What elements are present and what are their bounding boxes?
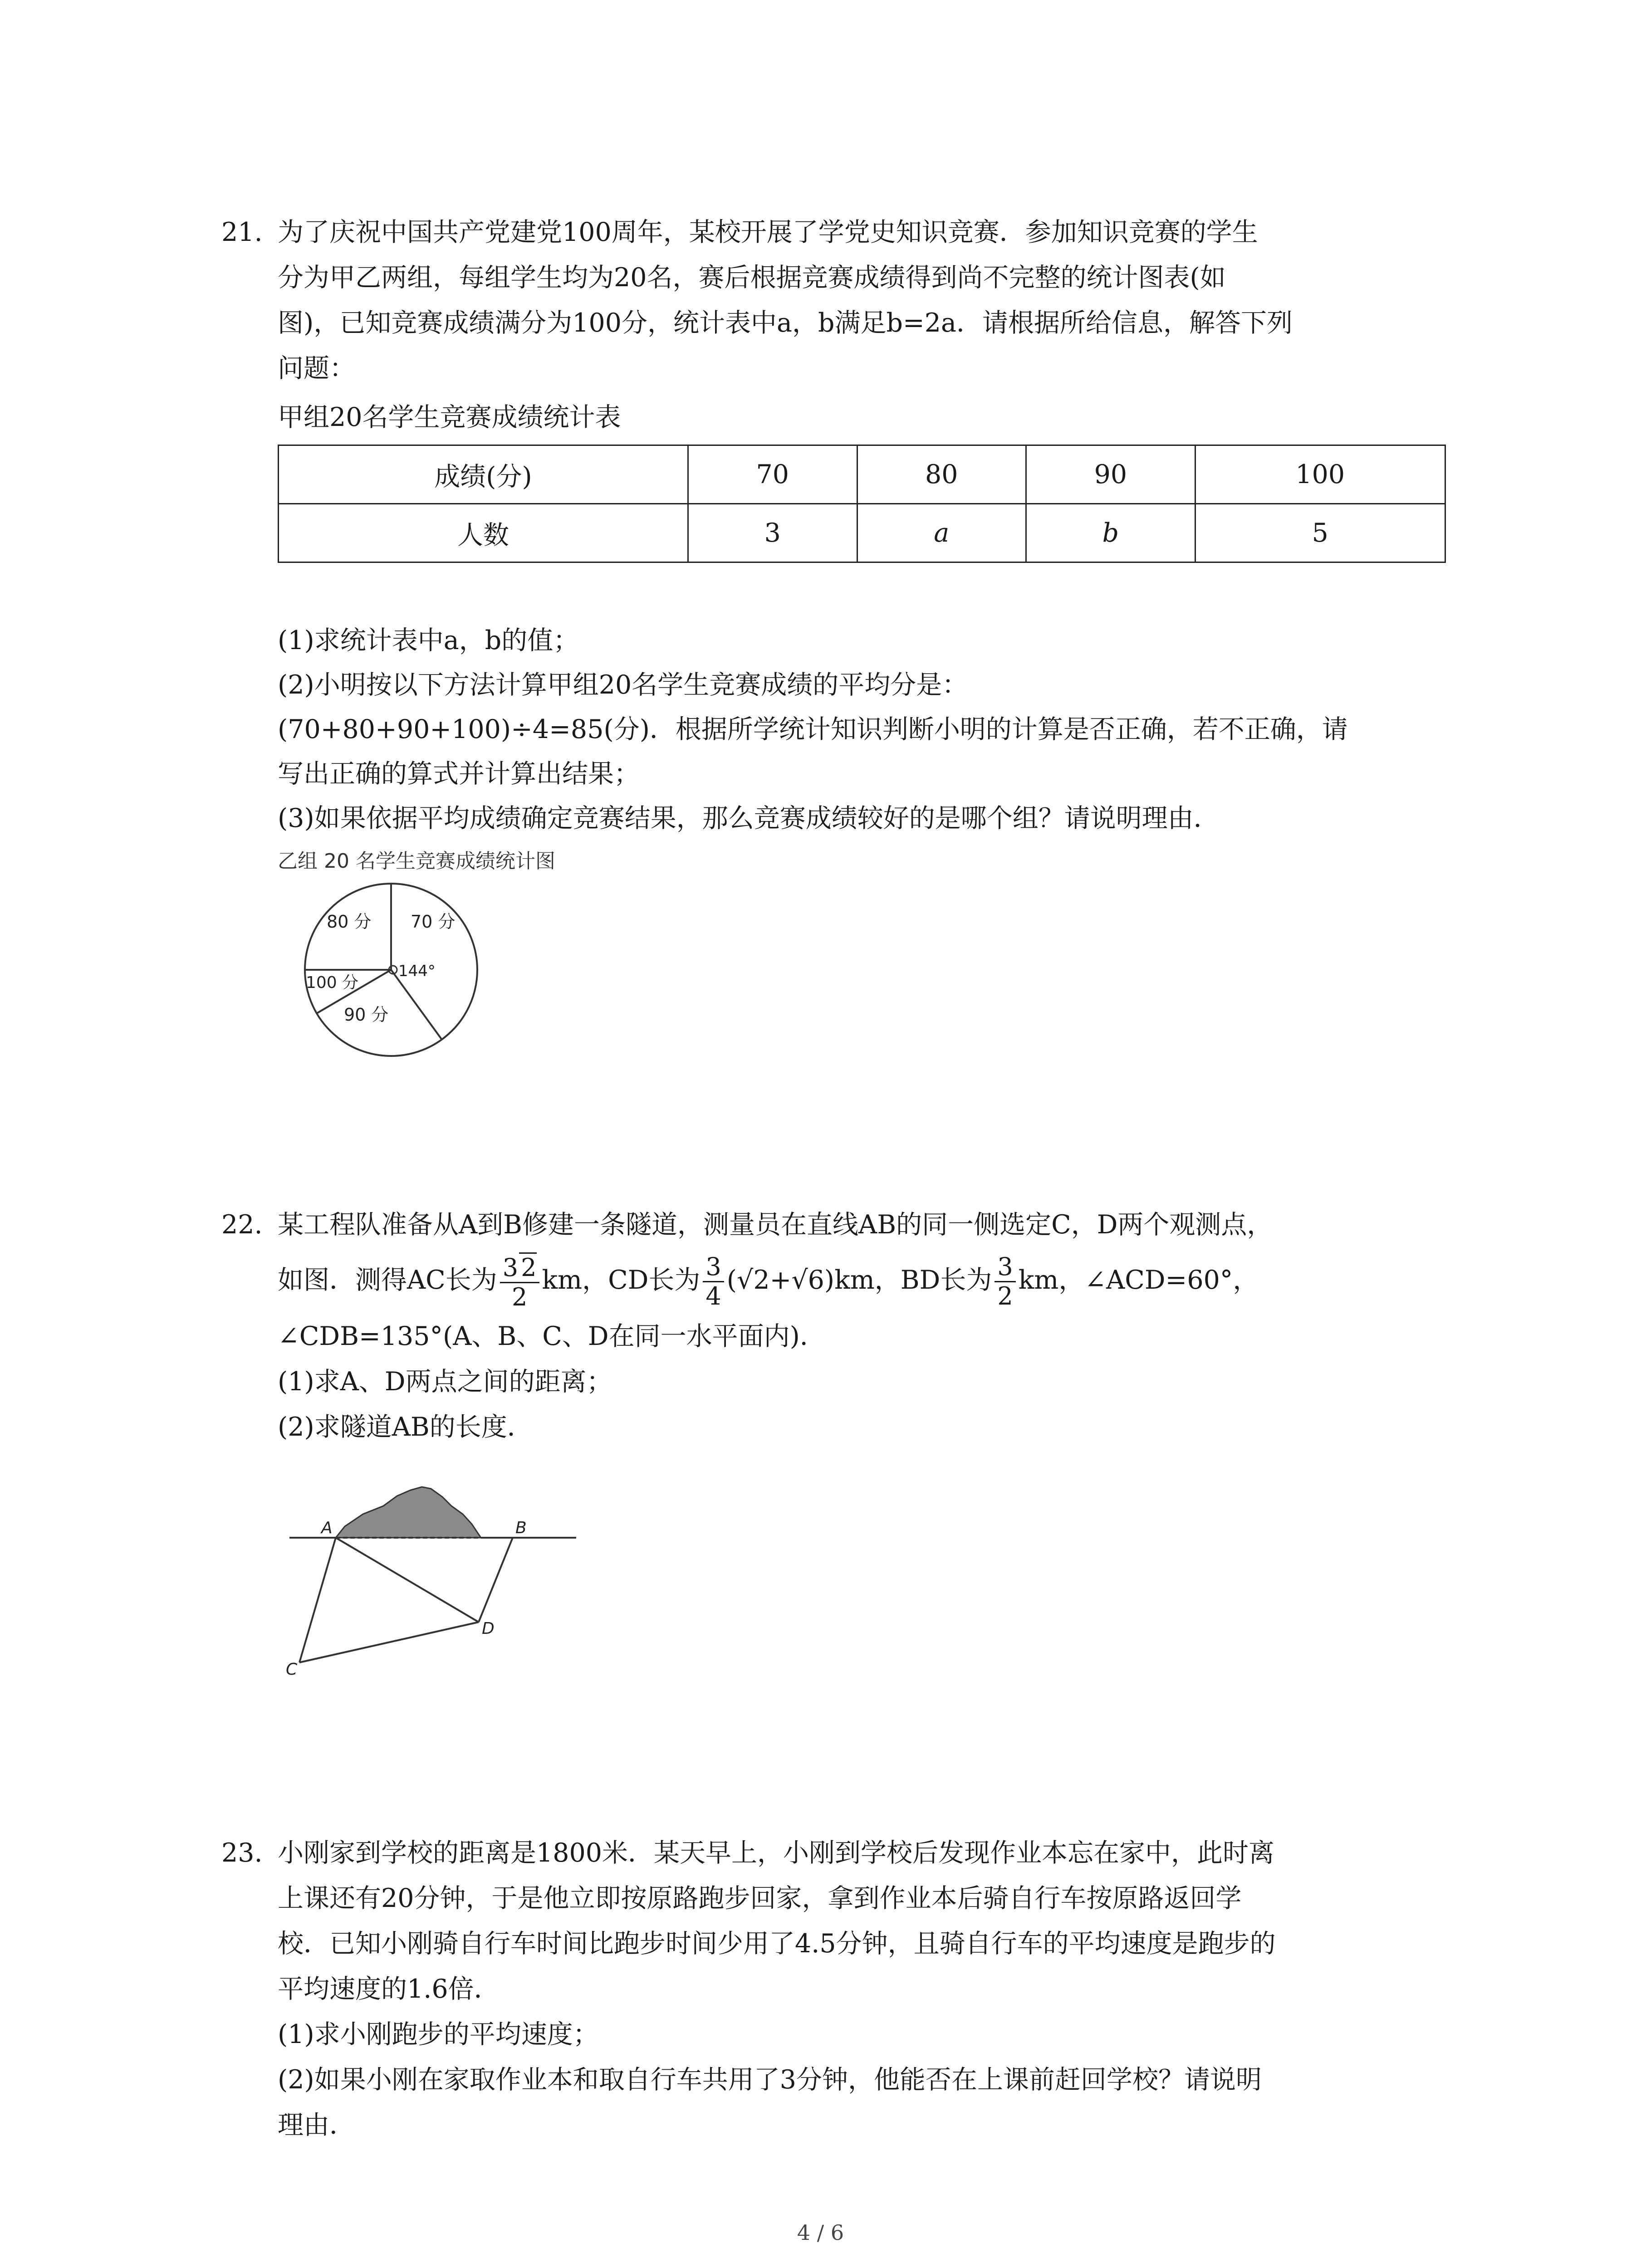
q23-text-line-3: 校．已知小刚骑自行车时间比跑步时间少用了4.5分钟，且骑自行车的平均速度是跑步的: [278, 1929, 1276, 1959]
ac-denominator: 2: [511, 1282, 528, 1311]
q22-text-line-2: [278, 1248, 1259, 1312]
q21-text-line-1: 为了庆祝中国共产党建党100周年，某校开展了学党史知识竞赛．参加知识竞赛的学生: [278, 217, 1258, 247]
q22-line2-part-c: km，BD长为: [834, 1265, 992, 1295]
point-label-d: D: [482, 1619, 495, 1638]
segment-ad: [336, 1538, 479, 1622]
cd-length-fraction: [703, 1253, 724, 1310]
pie-divider: [391, 970, 442, 1040]
pie-label-70: 70 分: [411, 912, 456, 932]
pie-label-80: 80 分: [327, 912, 372, 932]
table-cell: 成绩(分): [279, 445, 688, 504]
q21-table-caption: 甲组20名学生竞赛成绩统计表: [278, 402, 621, 432]
bd-denominator: 2: [997, 1282, 1013, 1311]
bd-length-fraction: [994, 1253, 1015, 1310]
ac-numerator: 3: [502, 1253, 519, 1282]
table-cell: 3: [688, 504, 857, 562]
pie-label-90: 90 分: [344, 1005, 389, 1025]
table-cell: 80: [857, 445, 1026, 504]
table-row: [279, 445, 1445, 504]
point-label-b: B: [515, 1519, 527, 1537]
q22-number: 22.: [221, 1210, 263, 1240]
table-cell: 人数: [279, 504, 688, 562]
q21-sub-2: (2)小明按以下方法计算甲组20名学生竞赛成绩的平均分是：: [278, 670, 968, 700]
q22-sub-2: (2)求隧道AB的长度．: [278, 1412, 533, 1442]
segment-bd: [479, 1538, 513, 1622]
q21-text-line-3: 图)，已知竞赛成绩满分为100分，统计表中a，b满足b=2a．请根据所给信息，解答下列: [278, 308, 1293, 338]
q21-text-line-2: 分为甲乙两组，每组学生均为20名，赛后根据竞赛成绩得到尚不完整的统计图表(如: [278, 263, 1226, 293]
q23-text-line-4: 平均速度的1.6倍．: [278, 1974, 500, 2004]
q22-text-line-1: 某工程队准备从A到B修建一条隧道，测量员在直线AB的同一侧选定C，D两个观测点，: [278, 1210, 1273, 1240]
q23-text-line-2: 上课还有20分钟，于是他立即按原路跑步回家，拿到作业本后骑自行车按原路返回学: [278, 1883, 1242, 1913]
q22-line2-part-a: 如图．测得AC长为: [278, 1265, 497, 1295]
table-cell: b: [1026, 504, 1195, 562]
table-cell: 70: [688, 445, 857, 504]
q22-sub-1: (1)求A、D两点之间的距离；: [278, 1367, 612, 1397]
table-cell: a: [857, 504, 1026, 562]
score-statistics-table: [278, 445, 1446, 563]
q22-line2-part-b: km，CD长为: [542, 1265, 700, 1295]
segment-ac: [299, 1538, 336, 1662]
cd-numerator: 3: [703, 1253, 724, 1282]
cd-denominator: 4: [705, 1282, 721, 1311]
q21-sub-3: (3)如果依据平均成绩确定竞赛结果，那么竞赛成绩较好的是哪个组？请说明理由．: [278, 803, 1220, 833]
point-label-a: A: [321, 1519, 333, 1537]
segment-cd: [299, 1622, 479, 1662]
q21-sub-1: (1)求统计表中a，b的值；: [278, 626, 579, 655]
q22-text-line-3: ∠CDB=135°(A、B、C、D在同一水平面内)．: [278, 1321, 826, 1351]
q23-sub-2-cont: 理由．: [278, 2110, 355, 2140]
q21-text-line-4: 问题：: [278, 353, 355, 383]
pie-chart-figure: [290, 871, 490, 1070]
point-label-c: C: [286, 1660, 298, 1679]
q23-sub-2: (2)如果小刚在家取作业本和取自行车共用了3分钟，他能否在上课前赶回学校？请说明: [278, 2065, 1262, 2095]
q23-text-line-1: 小刚家到学校的距离是1800米．某天早上，小刚到学校后发现作业本忘在家中，此时离: [278, 1838, 1275, 1868]
mountain-shape: [336, 1487, 481, 1538]
bd-numerator: 3: [994, 1253, 1015, 1282]
table-cell: 100: [1195, 445, 1445, 504]
page-number: 4 / 6: [797, 2220, 844, 2245]
q21-sub-2-cont: 写出正确的算式并计算出结果；: [278, 759, 640, 789]
cd-radicals: (√2+√6): [726, 1265, 835, 1295]
table-cell: 90: [1026, 445, 1195, 504]
table-cell: 5: [1195, 504, 1445, 562]
table-row: [279, 504, 1445, 562]
pie-angle-label: 144°: [398, 962, 436, 980]
pie-chart-caption: 乙组 20 名学生竞赛成绩统计图: [278, 850, 555, 873]
ac-sqrt: 2: [519, 1252, 536, 1282]
q21-number: 21.: [221, 217, 263, 247]
q23-sub-1: (1)求小刚跑步的平均速度；: [278, 2019, 599, 2049]
ac-length-fraction: [500, 1252, 539, 1311]
q22-line2-part-d: km，∠ACD=60°，: [1018, 1265, 1259, 1295]
pie-label-100: 100 分: [306, 973, 359, 992]
q23-number: 23.: [221, 1838, 263, 1868]
tunnel-geometry-figure: [286, 1461, 585, 1696]
q21-sub-2-formula: (70+80+90+100)÷4=85(分)．根据所学统计知识判断小明的计算是否正确，若不正确，请: [278, 714, 1348, 744]
